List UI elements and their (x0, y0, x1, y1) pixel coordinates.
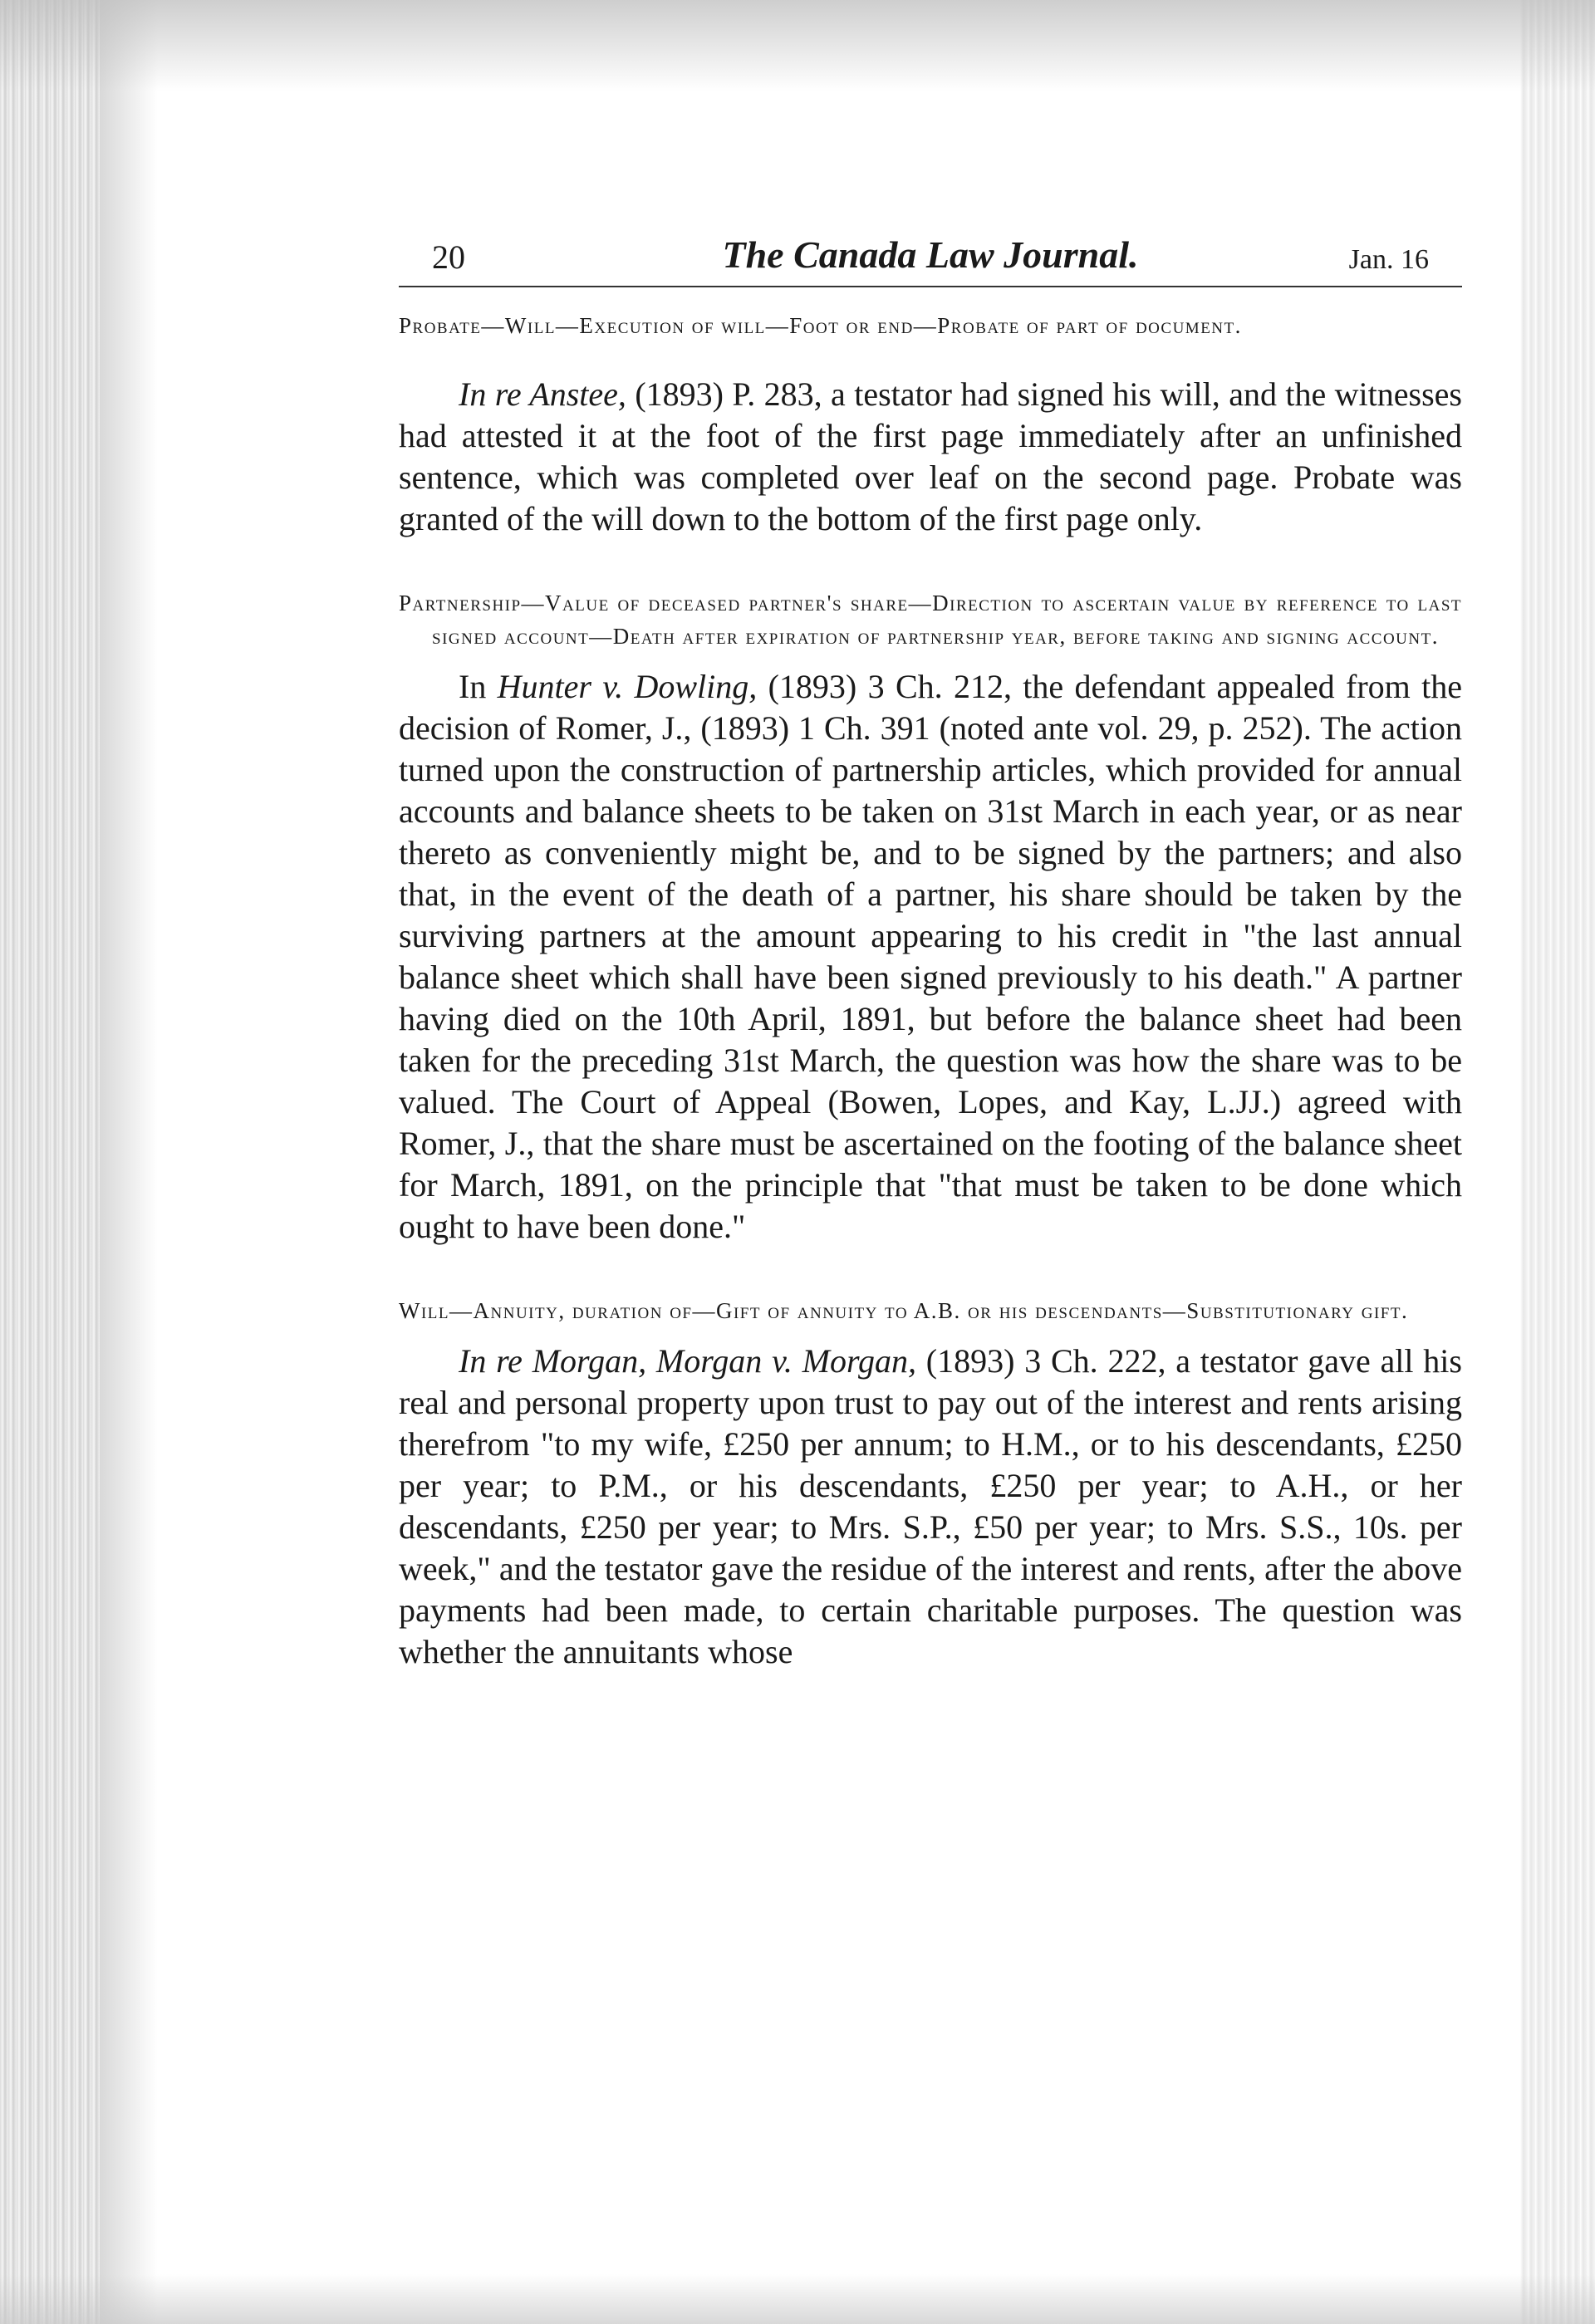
issue-date: Jan. 16 (1348, 244, 1429, 275)
page-number: 20 (432, 238, 465, 276)
section-body-partnership (399, 666, 1462, 1248)
section-body-probate (399, 374, 1462, 540)
scan-edge-left (0, 0, 100, 2324)
case-intro: In (459, 668, 498, 705)
section-heading-will: Will—Annuity, duration of—Gift of annuity to A.B. or his descendants—Substitutionary gift. (399, 1298, 1409, 1323)
case-name: Hunter v. Dowling, (497, 668, 758, 705)
section-body-will (399, 1341, 1462, 1673)
journal-page (399, 233, 1462, 2284)
scan-edge-shadow (100, 0, 158, 2324)
running-head (399, 233, 1462, 287)
case-text: (1893) P. 283, a testator had signed his will, and the witnesses had attested it at the foot of the first page immediately after an unfinished sentence, which was completed over leaf on the second page. Probate was granted of the will down to the bottom of the first page only. (399, 375, 1462, 537)
scan-edge-top (0, 0, 1595, 91)
section-heading-partnership: Partnership—Value of deceased partner's share—Direction to ascertain value by reference to last signed account—Death after expiration of partnership year, before taking and signing account. (399, 591, 1462, 649)
section-heading-probate: Probate—Will—Execution of will—Foot or end—Probate of part of document. (399, 313, 1242, 338)
case-text: (1893) 3 Ch. 212, the defendant appealed from the decision of Romer, J., (1893) 1 Ch. 391 (noted ante vol. 29, p. 252). The action turned upon the construction of partnership articles, which provided for annual accounts and balance sheets to be taken on 31st March in each year, or as near thereto as conveniently might be, and to be signed by the partners; and also that, in the event of the death of a partner, his share should be taken by the surviving partners at the amount appearing to his credit in "the last annual balance sheet which shall have been signed previously to his death." A partner having died on the 10th April, 1891, but before the balance sheet had been taken for the preceding 31st March, the question was how the share was to be valued. The Court of Appeal (Bowen, Lopes, and Kay, L.JJ.) agreed with Romer, J., that the share must be ascertained on the footing of the balance sheet for March, 1891, on the principle that "that must be taken to be done which ought to have been done." (399, 668, 1462, 1245)
case-name: In re Anstee, (459, 375, 626, 413)
journal-title: The Canada Law Journal. (722, 233, 1139, 276)
case-text: (1893) 3 Ch. 222, a testator gave all his real and personal property upon trust to pay out of the interest and rents arising therefrom "to my wife, £250 per annum; to H.M., or to his descendants, £250 per year; to P.M., or his descendants, £250 per year; to A.H., or her descendants, £250 per year; to Mrs. S.P., £50 per year; to Mrs. S.S., 10s. per week," and the testator gave the residue of the interest and rents, after the above payments had been made, to certain charitable purposes. The question was whether the annuitants whose (399, 1342, 1462, 1670)
case-name: In re Morgan, Morgan v. Morgan, (459, 1342, 917, 1380)
scan-edge-right (1520, 0, 1595, 2324)
